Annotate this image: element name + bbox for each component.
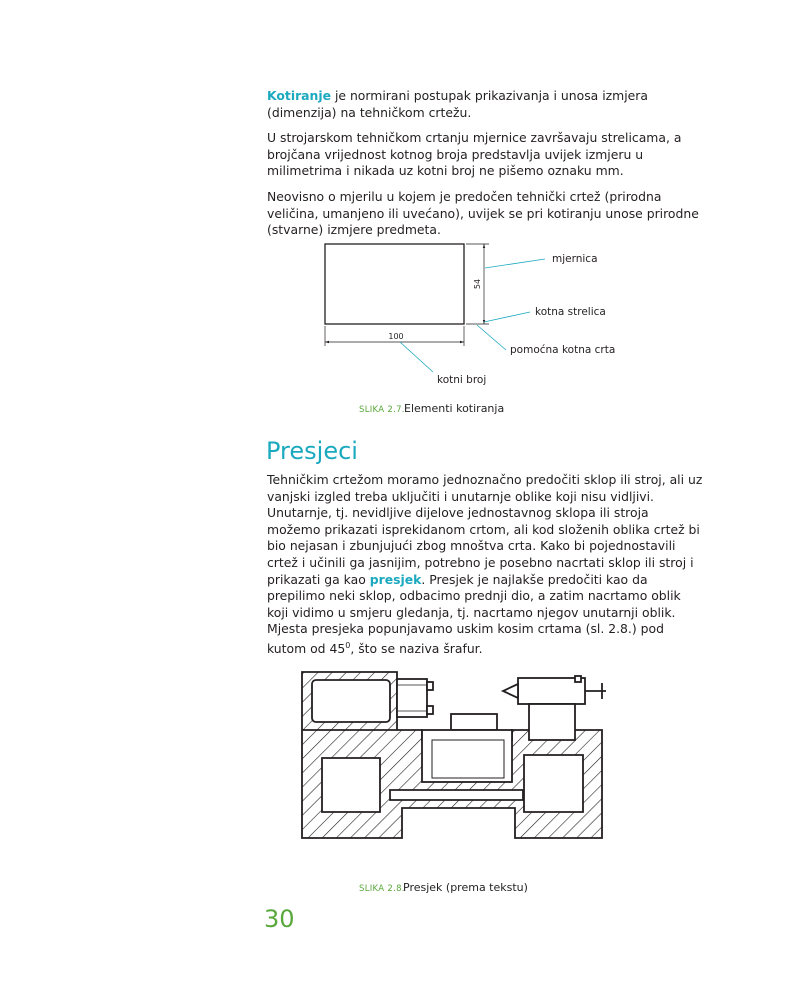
section-heading: Presjeci [266,437,358,465]
page-number: 30 [264,905,295,933]
figure-number: SLIKA 2.7. [359,405,405,415]
center-top-cap [451,714,497,730]
label-kotni-broj: kotni broj [437,374,487,386]
paragraph-text: je normirani postupak prikazivanja i unosa izmjera (dimenzija) na tehničkom crtežu. [267,88,648,120]
dimension-number-height: 54 [473,278,482,290]
label-pomocna-kotna-crta: pomoćna kotna crta [510,344,616,356]
tailstock-center-point [503,684,518,698]
figure-caption: Presjek (prema tekstu) [403,881,528,894]
degree-superscript: 0 [345,640,351,650]
paragraph-text: Tehničkim crtežom moramo jednoznačno predočiti sklop ili stroj, ali uz vanjski izgled treba uključiti i unutarnje oblike koji nisu vidljivi. Unutarnje, tj. nevidljive dijelove jednostavnog sklopa ili stroja možemo prikazati isprekidanom crtom, ali kod složenih oblika crtež bi bio nejasan i zbunjujući zbog mnoštva crta. Kako bi pojednostavili crtež i učinili ga jasnijim, potrebno je posebno nacrtati sklop ili stroj i prikazati ga kao [267,472,703,587]
figure-number: SLIKA 2.8. [359,884,405,894]
paragraph-mjernice: U strojarskom tehničkom crtanju mjernice završavaju strelicama, a brojčana vrijednost kotnog broja predstavlja uvijek izmjeru u milimetrima i nikada uz kotni broj ne pišemo oznaku mm. [267,130,682,179]
center-inner [432,740,504,778]
figure-caption: Elementi kotiranja [404,402,505,415]
dimension-number-width: 100 [388,332,404,341]
label-kotna-strelica: kotna strelica [535,306,606,318]
label-mjernica: mjernica [552,253,598,265]
paragraph-text: , što se naziva šrafur. [350,641,483,657]
tailstock-column [529,704,575,740]
term-presjek: presjek [369,571,422,587]
left-box-window [312,680,390,722]
term-kotiranje: Kotiranje [267,88,332,103]
paragraph-mjerilo: Neovisno o mjerilu u kojem je predočen tehnički crtež (prirodna veličina, umanjeno ili uvećano), uvijek se pri kotiranju unose prirodne (stvarne) izmjere predmeta. [267,188,699,238]
paragraph-text: . Presjek je najlakše predočiti kao da prepilimo neki sklop, odbacimo prednji dio, a zatim nacrtamo oblik koji vidimo u smjeru gledanja, tj. nacrtamo njegov unutarnji oblik. Mjesta presjeka popunjavamo uskim kosim crtama (sl. 2.8.) pod kutom od 45 [267,571,681,657]
